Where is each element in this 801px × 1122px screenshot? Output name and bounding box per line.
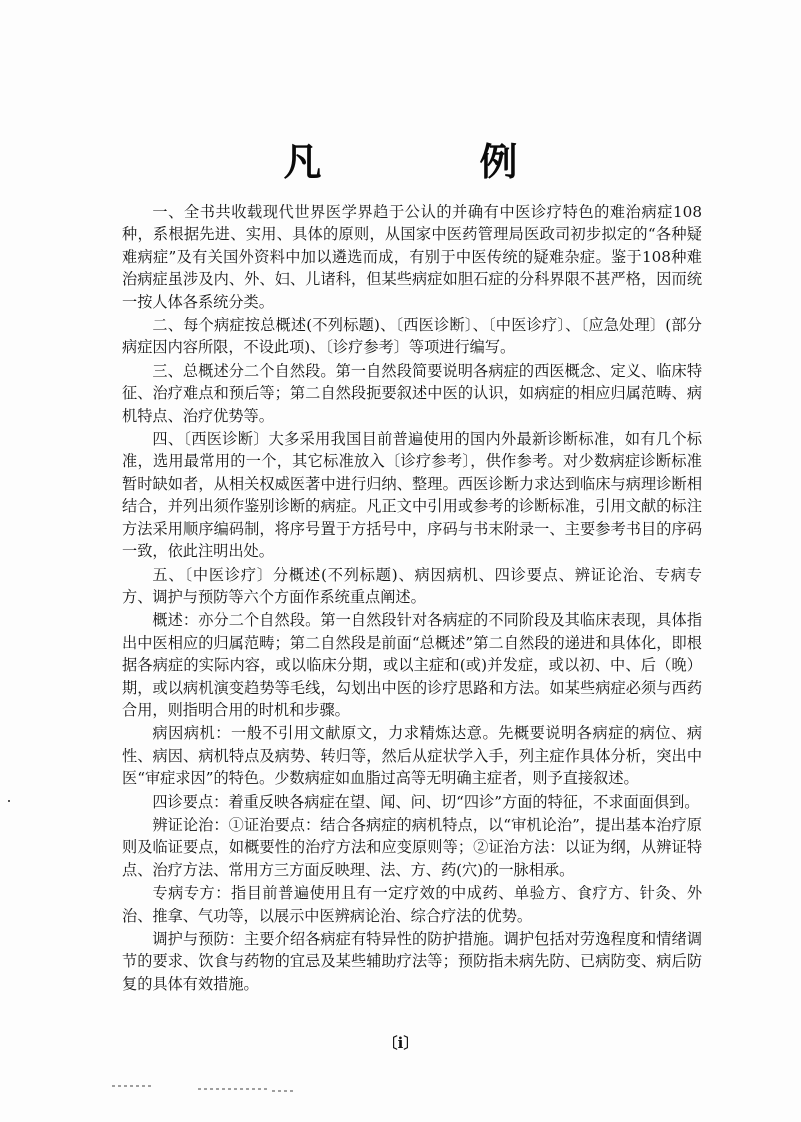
paragraph-specific-prescriptions: 专病专方：指目前普遍使用且有一定疗效的中成药、单验方、食疗方、针灸、外治、推拿、气功等，以展示中医辨病论治、综合疗法的优势。 xyxy=(122,884,702,925)
scan-artifact xyxy=(8,800,10,802)
page-number: 〔i〕 xyxy=(382,1034,419,1052)
document-body xyxy=(122,201,702,995)
page-title: 凡 例 xyxy=(283,139,578,184)
paragraph-scope: 一、全书共收载现代世界医学界趋于公认的并确有中医诊疗特色的难治病症108种，系根据先进、实用、具体的原则，从国家中医药管理局医政司初步拟定的“各种疑难病症”及有关国外资料中加以遴选而成，有别于中医传统的疑难杂症。鉴于108种难治病症虽涉及内、外、妇、儿诸科，但某些病症如胆石症的分科界限不甚严格，因而统一按人体各系统分类。 xyxy=(122,203,702,311)
paragraph-western-diagnosis: 四、〔西医诊断〕大多采用我国目前普遍使用的国内外最新诊断标准，如有几个标准，选用最常用的一个，其它标准放入〔诊疗参考〕，供作参考。对少数病症诊断标准暂时缺如者，从相关权威医著中进行归纳、整理。西医诊断力求达到临床与病理诊断相结合，并列出须作鉴别诊断的病症。凡正文中引用或参考的诊断标准，引用文献的标注方法采用顺序编码制，将序号置于方括号中，序码与书末附录一、主要参考书目的序码一致，依此注明出处。 xyxy=(122,430,702,561)
paragraph-tcm-treatment: 五、〔中医诊疗〕分概述(不列标题)、病因病机、四诊要点、辨证论治、专病专方、调护与预防等六个方面作系统重点阐述。 xyxy=(122,565,702,606)
scan-artifact xyxy=(272,1090,296,1092)
paragraph-structure: 二、每个病症按总概述(不列标题)、〔西医诊断〕、〔中医诊疗〕、〔应急处理〕(部分病症因内容所限，不设此项)、〔诊疗参考〕等项进行编写。 xyxy=(122,316,702,357)
paragraph-tcm-overview: 概述：亦分二个自然段。第一自然段针对各病症的不同阶段及其临床表现，具体指出中医相应的归属范畴；第二自然段是前面“总概述”第二自然段的递进和具体化，即根据各病症的实际内容，或以临床分期，或以主症和(或)并发症，或以初、中、后（晚）期，或以病机演变趋势等毛线，勾划出中医的诊疗思路和方法。如某些病症必须与西药合用，则指明合用的时机和步骤。 xyxy=(122,611,702,719)
paragraph-overview: 三、总概述分二个自然段。第一自然段简要说明各病症的西医概念、定义、临床特征、治疗难点和预后等；第二自然段扼要叙述中医的认识，如病症的相应归属范畴、病机特点、治疗优势等。 xyxy=(122,361,702,425)
paragraph-four-diagnostics: 四诊要点：着重反映各病症在望、闻、问、切“四诊”方面的特征，不求面面俱到。 xyxy=(152,792,700,811)
scan-artifact xyxy=(112,1085,152,1087)
paragraph-care-prevention: 调护与预防：主要介绍各病症有特异性的防护措施。调护包括对劳逸程度和情绪调节的要求、饮食与药物的宜忌及某些辅助疗法等；预防指未病先防、已病防变、病后防复的具体有效措施。 xyxy=(122,930,702,993)
paragraph-etiology: 病因病机：一般不引用文献原文，力求精炼达意。先概要说明各病症的病位、病性、病因、病机特点及病势、转归等，然后从症状学入手，列主症作具体分析，突出中医“审症求因”的特色。少数病症如血脂过高等无明确主症者，则予直接叙述。 xyxy=(122,724,702,788)
scan-artifact xyxy=(198,1088,268,1090)
paragraph-syndrome-treatment: 辨证论治：①证治要点：结合各病症的病机特点，以“审机论治”，提出基本治疗原则及临证要点，如概要性的治疗方法和应变原则等；②证治方法：以证为纲，从辨证特点、治疗方法、常用方三方面反映理、法、方、药(穴)的一脉相承。 xyxy=(122,815,702,879)
